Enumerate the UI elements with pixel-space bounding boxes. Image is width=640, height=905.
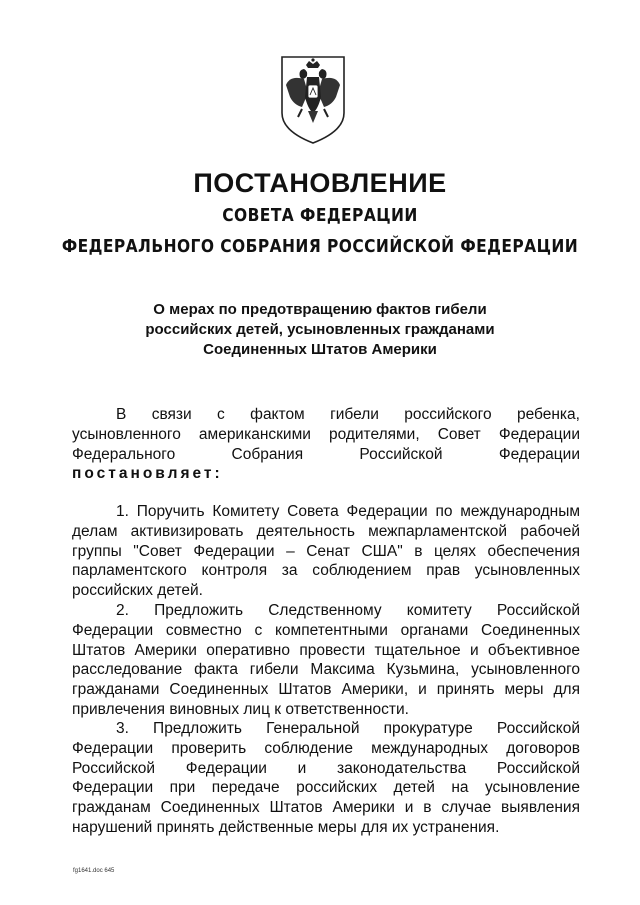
text-line: парламентского контроля за соблюдением прав усыновленных <box>72 562 580 580</box>
text-line: привлечения виновных лиц к ответственности. <box>72 700 409 718</box>
paragraph-1 <box>72 502 580 601</box>
coat-of-arms-icon <box>278 53 348 145</box>
intro-paragraph <box>72 405 580 484</box>
issuer-line-2: ФЕДЕРАЛЬНОГО СОБРАНИЯ РОССИЙСКОЙ ФЕДЕРАЦИИ <box>61 236 579 257</box>
issuer-line-1: СОВЕТА ФЕДЕРАЦИИ <box>222 205 418 226</box>
text-line: гражданам Соединенных Штатов Америки и в случае выявления <box>72 799 580 817</box>
text-line: делам активизировать деятельность межпарламентской рабочей <box>72 522 580 540</box>
document-code: fg1641.doc 645 <box>73 868 115 874</box>
text-line: 3. Предложить Генеральной прокуратуре Российской <box>116 720 580 737</box>
text-line: усыновленного американскими родителями, Совет Федерации <box>72 425 580 443</box>
text-line: Федерации совместно с компетентными органами Соединенных <box>72 621 580 639</box>
text-line: Штатов Америки оперативно провести тщательное и объективное <box>72 641 580 659</box>
text-line: нарушений принять действенные меры для их устранения. <box>72 818 500 836</box>
paragraph-2 <box>72 601 580 720</box>
text-line: Федерального Собрания Российской Федерации <box>72 445 580 463</box>
subject-heading <box>90 300 550 360</box>
paragraph-3 <box>72 719 580 838</box>
document-title: ПОСТАНОВЛЕНИЕ <box>193 168 447 198</box>
text-line: гражданами Соединенных Штатов Америки, и принять меры для <box>72 681 580 699</box>
text-line: расследование факта гибели Максима Кузьмина, усыновленного <box>72 661 580 679</box>
text-line: 2. Предложить Следственному комитету Российской <box>116 602 580 619</box>
text-line: группы "Совет Федерации – Сенат США" в целях обеспечения <box>72 542 580 560</box>
subject-line: О мерах по предотвращению фактов гибели <box>153 301 487 318</box>
text-line: Федерации при передаче российских детей на усыновление <box>72 779 580 797</box>
decree-word: постановляет: <box>72 465 223 483</box>
subject-line: Соединенных Штатов Америки <box>203 341 437 358</box>
text-line: Российской Федерации и законодательства Российской <box>72 759 580 777</box>
subject-line: российских детей, усыновленных гражданами <box>145 321 495 338</box>
text-line: Федерации проверить соблюдение международных договоров <box>72 739 580 757</box>
text-line: российских детей. <box>72 582 203 600</box>
text-line: 1. Поручить Комитету Совета Федерации по международным <box>116 503 580 520</box>
text-line: В связи с фактом гибели российского ребенка, <box>116 406 580 423</box>
